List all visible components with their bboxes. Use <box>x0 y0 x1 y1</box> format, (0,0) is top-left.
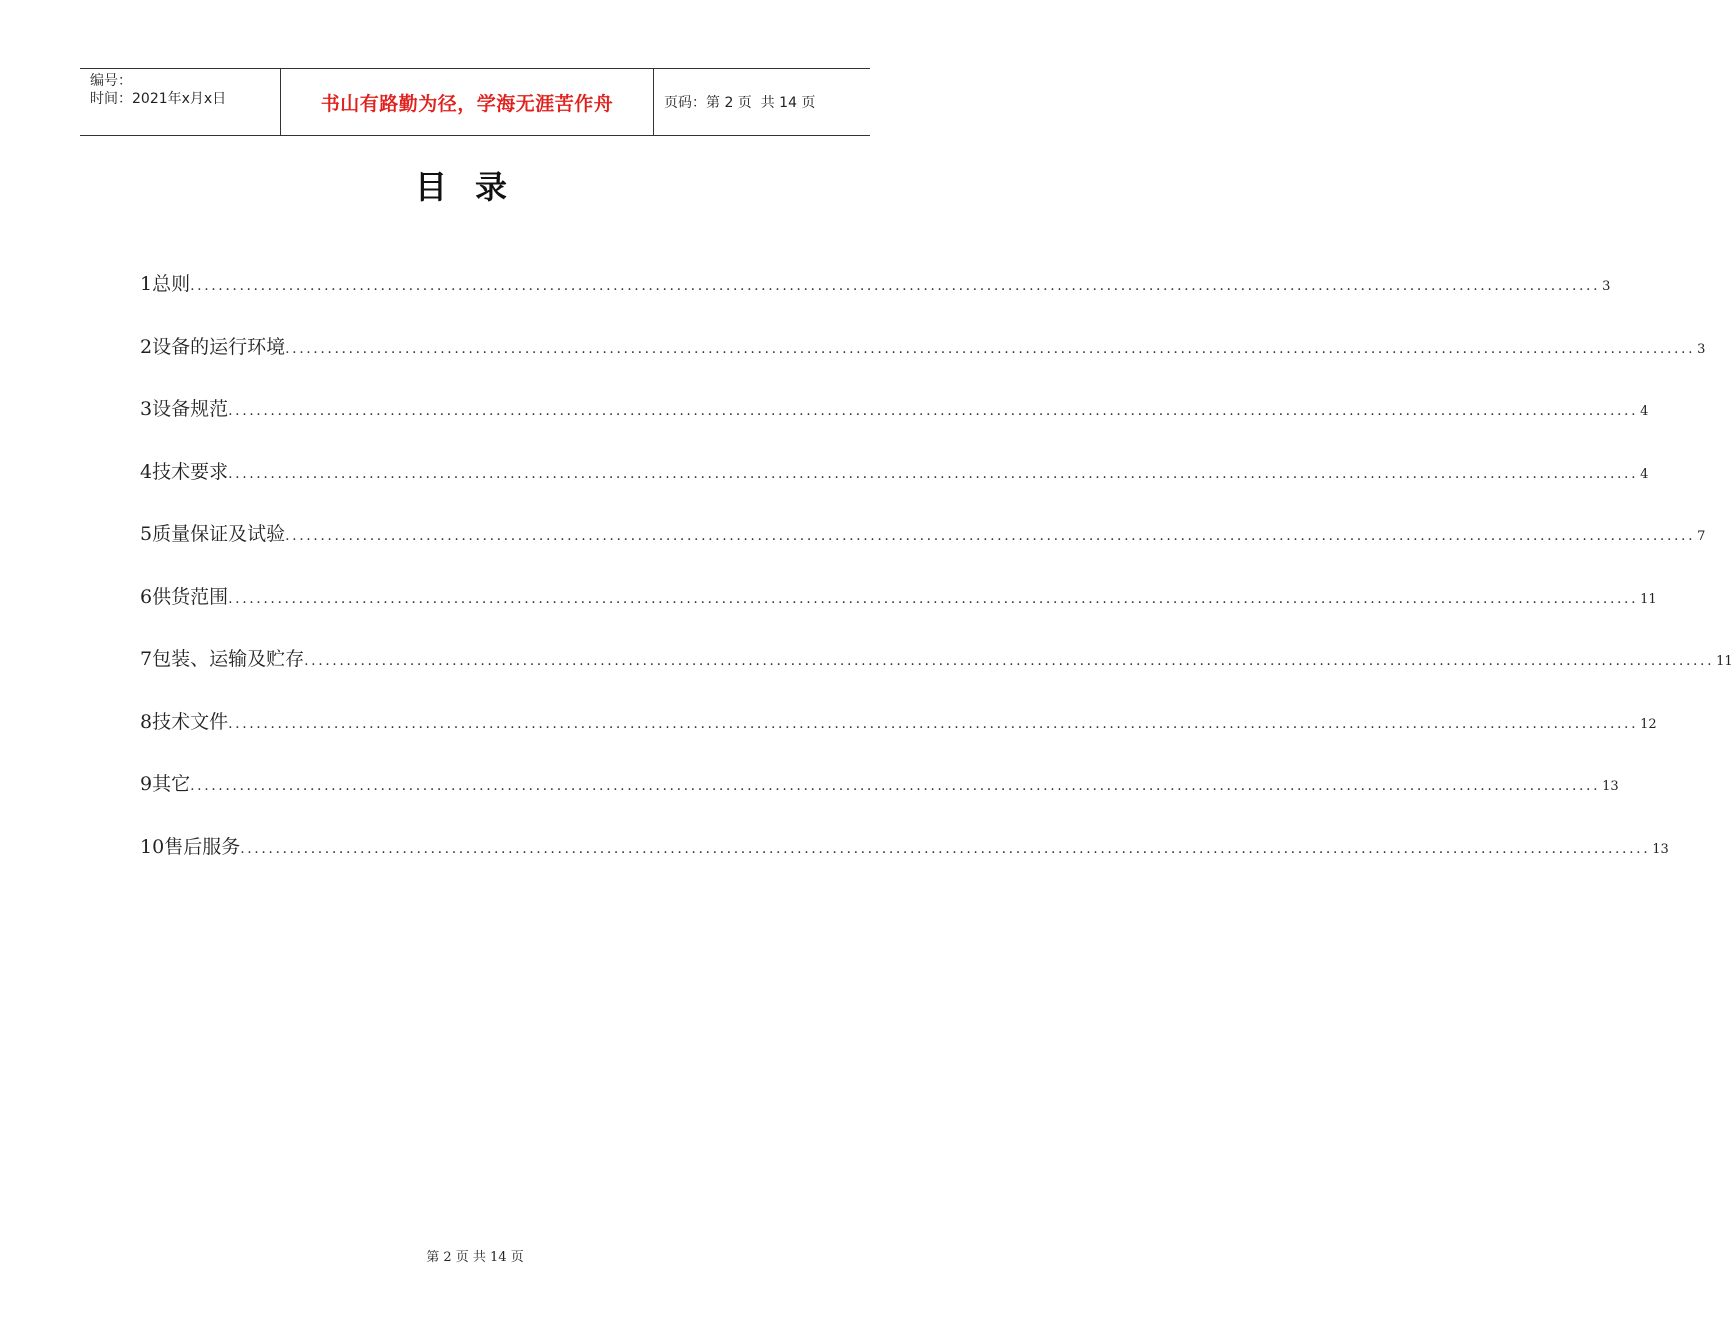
toc-label: 技术要求 <box>152 460 229 483</box>
toc-entry[interactable] <box>140 770 1619 833</box>
header-page-info: 页码：第 2 页 共 14 页 <box>664 95 816 111</box>
toc-number: 5 <box>140 523 153 545</box>
toc-entry[interactable] <box>140 270 1611 333</box>
toc-page-number: 3 <box>1602 279 1611 294</box>
toc-number: 3 <box>140 398 153 420</box>
toc-page-number: 11 <box>1640 591 1657 607</box>
toc-leader-dots: ........................................................................................................................................................................................................ <box>228 465 1639 482</box>
toc-entry[interactable] <box>140 583 1657 646</box>
toc-leader-dots: ........................................................................................................................................................................................................ <box>285 528 1696 544</box>
toc-leader-dots: ........................................................................................................................................................................................................ <box>190 778 1601 794</box>
toc-number: 7 <box>140 648 153 670</box>
page-title: 目录 <box>414 168 535 206</box>
toc-number: 8 <box>140 710 153 733</box>
toc-entry[interactable] <box>140 520 1706 583</box>
toc-leader-dots: ........................................................................................................................................................................................................ <box>190 278 1601 294</box>
toc-label: 包装、运输及贮存 <box>152 648 305 670</box>
header-meta <box>80 69 281 135</box>
toc-leader-dots: ........................................................................................................................................................................................................ <box>228 715 1639 732</box>
toc-entry[interactable] <box>140 395 1649 458</box>
toc-page-number: 13 <box>1652 841 1669 857</box>
toc-number: 2 <box>140 335 153 358</box>
toc-leader-dots: ........................................................................................................................................................................................................ <box>228 590 1639 607</box>
toc-number: 9 <box>140 773 153 795</box>
toc-page-number: 4 <box>1640 466 1649 482</box>
toc-page-number: 7 <box>1697 529 1706 544</box>
toc-leader-dots: ........................................................................................................................................................................................................ <box>240 840 1651 857</box>
toc-entry[interactable] <box>140 645 1733 708</box>
toc-page-number: 4 <box>1640 404 1649 419</box>
toc-label: 质量保证及试验 <box>152 523 286 545</box>
toc-number: 4 <box>140 460 153 483</box>
document-date: 时间：2021年x月x日 <box>90 91 227 107</box>
toc-entry[interactable] <box>140 708 1657 771</box>
toc-label: 售后服务 <box>164 835 241 858</box>
toc-leader-dots: ........................................................................................................................................................................................................ <box>304 653 1715 669</box>
toc-entry[interactable] <box>140 833 1669 896</box>
toc-entry[interactable] <box>140 458 1649 521</box>
page-footer: 第 2 页 共 14 页 <box>426 1250 524 1265</box>
toc-page-number: 3 <box>1697 341 1706 357</box>
toc-page-number: 12 <box>1640 716 1657 732</box>
document-number: 编号： <box>90 73 132 89</box>
page-header <box>80 68 870 136</box>
toc-label: 设备的运行环境 <box>152 335 286 358</box>
toc-number: 1 <box>140 273 153 295</box>
table-of-contents <box>140 270 1733 895</box>
toc-label: 设备规范 <box>152 398 229 420</box>
toc-label: 总则 <box>152 273 191 295</box>
toc-leader-dots: ........................................................................................................................................................................................................ <box>228 403 1639 419</box>
toc-number: 6 <box>140 585 153 608</box>
toc-entry[interactable] <box>140 333 1706 396</box>
toc-label: 供货范围 <box>152 585 229 608</box>
toc-label: 技术文件 <box>152 710 229 733</box>
toc-leader-dots: ........................................................................................................................................................................................................ <box>285 340 1696 357</box>
toc-number: 10 <box>140 835 165 858</box>
header-motto: 书山有路勤为径，学海无涯苦作舟 <box>281 69 654 135</box>
toc-page-number: 13 <box>1602 779 1619 794</box>
toc-label: 其它 <box>152 773 191 795</box>
toc-page-number: 11 <box>1716 654 1733 669</box>
